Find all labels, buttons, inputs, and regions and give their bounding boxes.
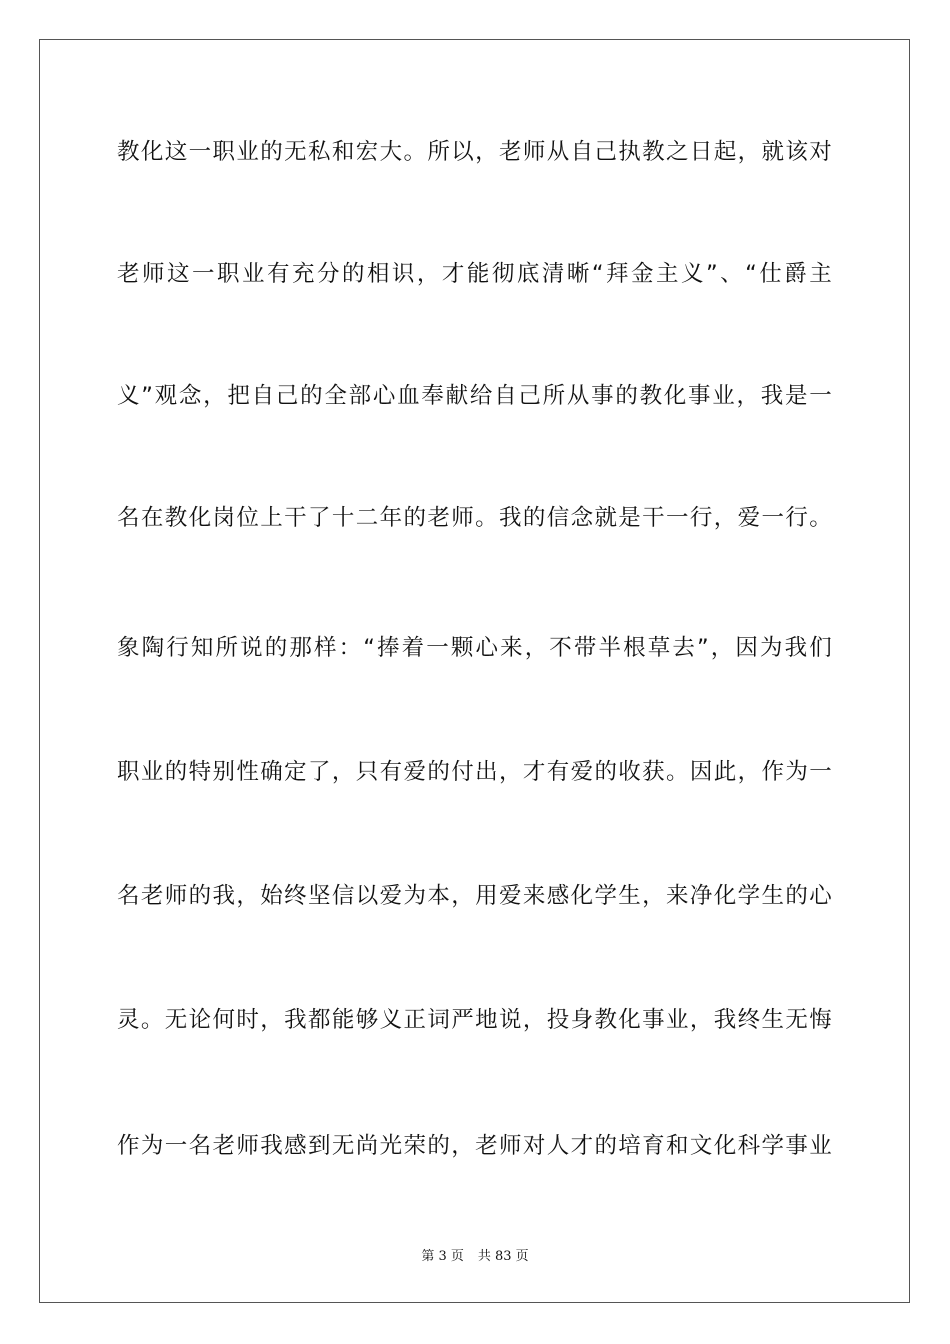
text-line: 老师这一职业有充分的相识，才能彻底清晰“拜金主义”、“仕爵主 [117, 261, 833, 287]
text-line: 教化这一职业的无私和宏大。所以，老师从自己执教之日起，就该对 [117, 139, 833, 165]
page-footer [0, 1248, 950, 1266]
text-line: 职业的特别性确定了，只有爱的付出，才有爱的收获。因此，作为一 [117, 759, 833, 785]
text-line: 义”观念，把自己的全部心血奉献给自己所从事的教化事业，我是一 [117, 383, 833, 409]
page-border [39, 39, 910, 1303]
text-line: 象陶行知所说的那样：“捧着一颗心来，不带半根草去”，因为我们 [117, 635, 833, 661]
text-line: 名在教化岗位上干了十二年的老师。我的信念就是干一行，爱一行。 [117, 505, 833, 531]
text-line: 作为一名老师我感到无尚光荣的，老师对人才的培育和文化科学事业 [117, 1133, 833, 1159]
text-line: 灵。无论何时，我都能够义正词严地说，投身教化事业，我终生无悔 [117, 1007, 833, 1033]
current-page-label: 第 3 页 [421, 1249, 464, 1264]
text-line: 名老师的我，始终坚信以爱为本，用爱来感化学生，来净化学生的心 [117, 883, 833, 909]
total-pages-label: 共 83 页 [477, 1249, 529, 1264]
